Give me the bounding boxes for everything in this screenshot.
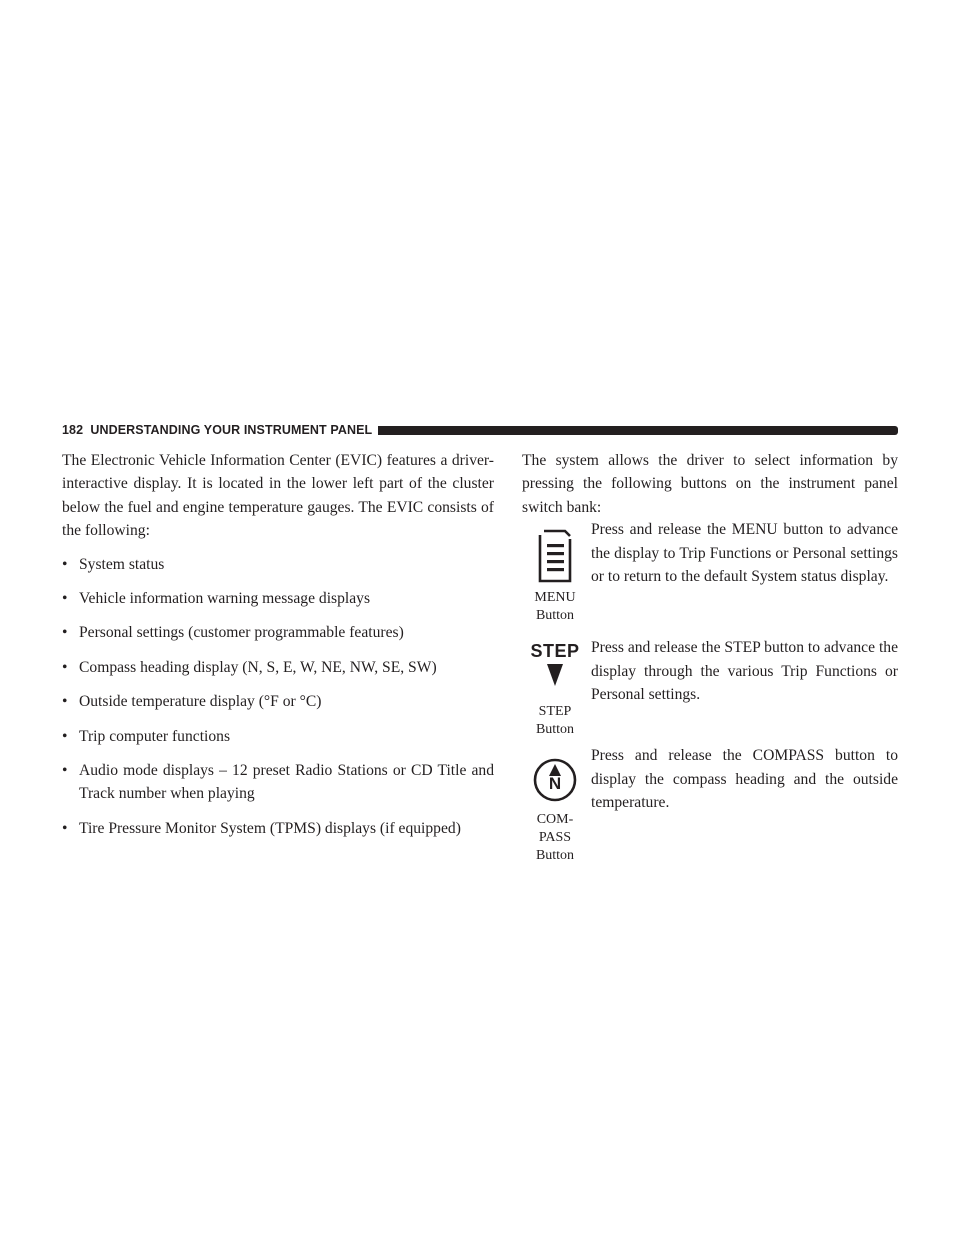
list-item: • Outside temperature display (°F or °C) [62, 690, 494, 713]
menu-button-icon-column [522, 523, 588, 625]
list-item: • Trip computer functions [62, 725, 494, 748]
compass-button-label-line: Button [535, 848, 575, 864]
list-item: • Vehicle information warning message displays [62, 587, 494, 610]
step-button-description: Press and release the STEP button to advance the display through the various Trip Functions or Personal settings. [591, 639, 898, 704]
compass-button-label-line: PASS [538, 830, 572, 846]
page-number: 182 [62, 423, 84, 437]
list-item: • Tire Pressure Monitor System (TPMS) displays (if equipped) [62, 817, 494, 840]
list-item: • Compass heading display (N, S, E, W, NE, NW, SE, SW) [62, 656, 494, 679]
step-button-label-line: STEP [538, 704, 572, 720]
compass-north-icon [522, 749, 588, 811]
page-header-text [62, 423, 372, 437]
menu-button-label-line: Button [535, 608, 575, 624]
list-item: • Personal settings (customer programmable features) [62, 621, 494, 644]
left-column [62, 449, 494, 851]
compass-button-label-line: COM- [536, 812, 574, 828]
bullet-symbol: • [62, 693, 68, 711]
menu-button-label-line: MENU [534, 590, 576, 606]
step-arrow-icon [522, 641, 588, 703]
page-header [62, 422, 898, 438]
bullet-symbol: • [62, 658, 68, 676]
compass-button-description: Press and release the COMPASS button to display the compass heading and the outside temperature. [591, 747, 898, 812]
compass-button-icon-column [522, 749, 588, 865]
evic-feature-list [62, 553, 494, 841]
bullet-symbol: • [62, 590, 68, 608]
evic-intro-paragraph: The Electronic Vehicle Information Center (EVIC) features a driver-interactive display. It is located in the lower left part of the cluster below the fuel and engine temperature gauges. The EVIC consists of the following: [62, 452, 494, 540]
list-item: • System status [62, 553, 494, 576]
step-button-label-line: Button [535, 722, 575, 738]
right-column [522, 449, 898, 865]
step-button-entry [522, 641, 898, 739]
step-icon-text: STEP [530, 641, 580, 662]
bullet-symbol: • [62, 819, 68, 837]
menu-button-description: Press and release the MENU button to advance the display to Trip Functions or Personal settings or to return to the default System status display. [591, 521, 898, 586]
bullet-symbol: • [62, 555, 68, 573]
list-item: • Audio mode displays – 12 preset Radio Stations or CD Title and Track number when playing [62, 759, 494, 806]
bullet-symbol: • [62, 762, 68, 780]
header-rule [378, 426, 898, 435]
bullet-symbol: • [62, 624, 68, 642]
buttons-intro-paragraph: The system allows the driver to select information by pressing the following buttons on the instrument panel switch bank: [522, 452, 898, 516]
menu-button-entry [522, 523, 898, 625]
compass-button-entry [522, 749, 898, 865]
menu-list-icon [522, 523, 588, 589]
step-button-icon-column [522, 641, 588, 739]
section-title: UNDERSTANDING YOUR INSTRUMENT PANEL [90, 423, 373, 437]
compass-icon-text: N [548, 774, 562, 794]
bullet-symbol: • [62, 727, 68, 745]
